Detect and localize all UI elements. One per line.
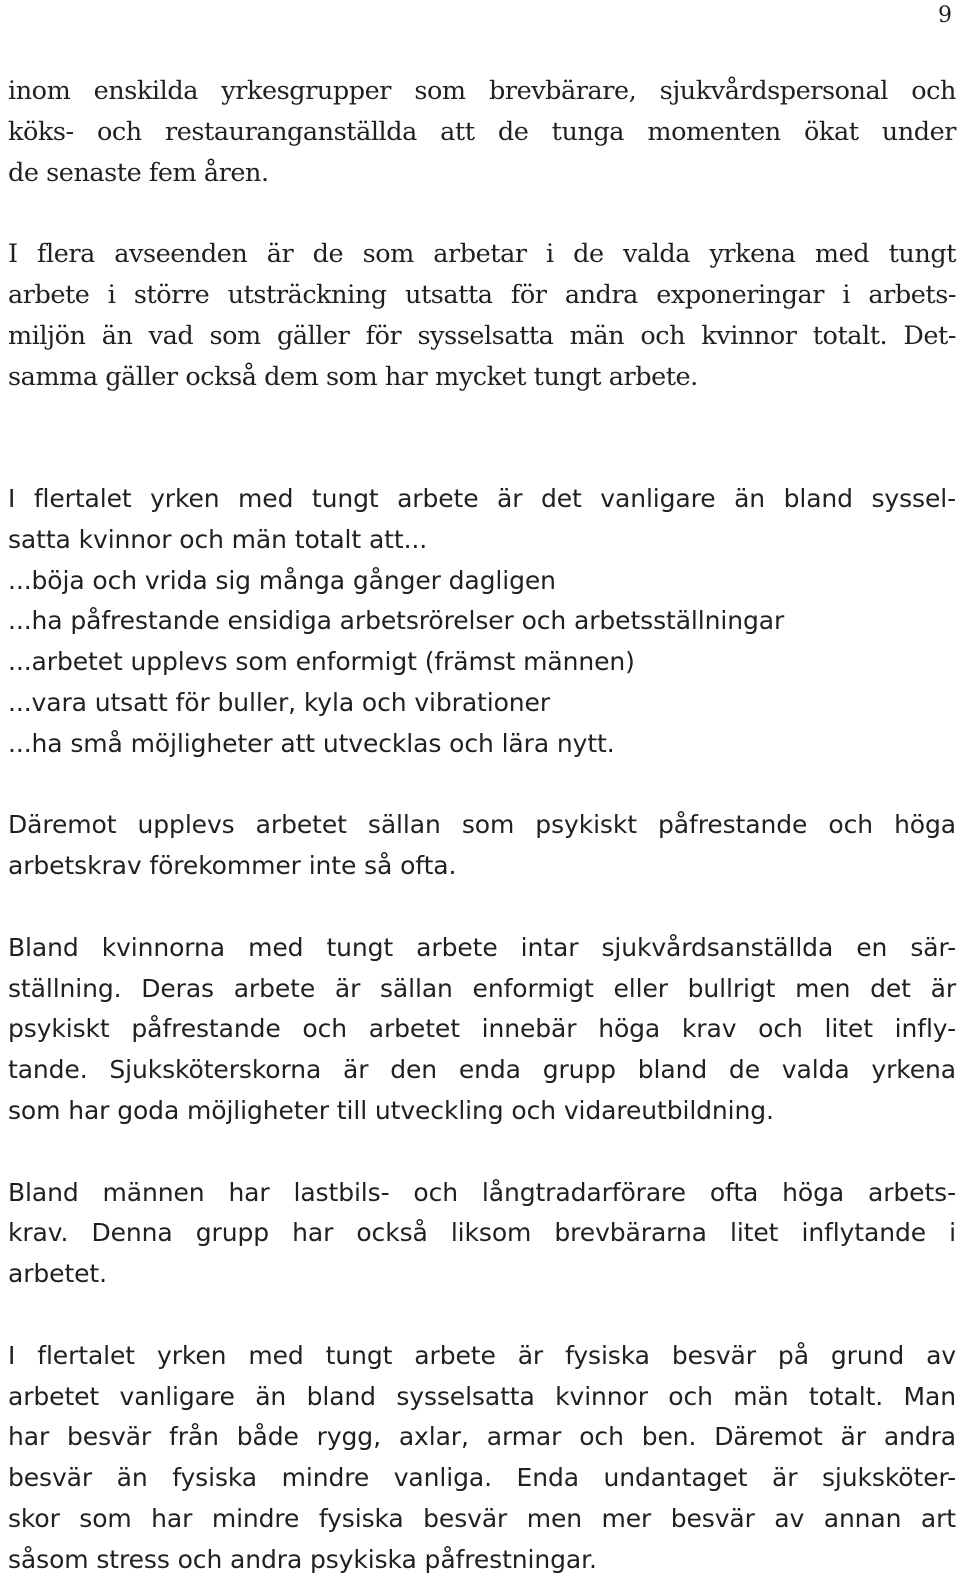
paragraph-men-drivers xyxy=(8,1173,956,1295)
text-line: I flertalet yrken med tungt arbete är fysiska besvär på grund av xyxy=(8,1340,956,1370)
list-item: ...böja och vrida sig många gånger dagligen xyxy=(8,565,556,595)
text-line: krav. Denna grupp har också liksom brevbärarna litet inflytande i xyxy=(8,1218,956,1248)
text-line: köks- och restauranganställda att de tunga momenten ökat under xyxy=(8,116,956,147)
text-line: ställning. Deras arbete är sällan enformigt eller bullrigt men det är xyxy=(8,973,956,1003)
heavy-work-list xyxy=(8,561,956,765)
list-item: ...vara utsatt för buller, kyla och vibrationer xyxy=(8,687,551,717)
text-line: skor som har mindre fysiska besvär men mer besvär av annan art xyxy=(8,1503,956,1533)
list-item: ...ha små möjligheter att utvecklas och lära nytt. xyxy=(8,728,615,758)
text-line: I flera avseenden är de som arbetar i de valda yrkena med tungt xyxy=(8,239,956,270)
list-item: ...ha påfrestande ensidiga arbetsrörelser och arbetsställningar xyxy=(8,606,785,636)
text-line: arbetet vanligare än bland sysselsatta kvinnor och män totalt. Man xyxy=(8,1381,956,1411)
text-line: psykiskt påfrestande och arbetet innebär höga krav och litet infly- xyxy=(8,1014,956,1044)
text-line: Däremot upplevs arbetet sällan som psykiskt påfrestande och höga xyxy=(8,810,956,840)
text-line: arbete i större utsträckning utsatta för andra exponeringar i arbets- xyxy=(8,279,956,310)
document-body xyxy=(8,71,956,1580)
text-line: samma gäller också dem som har mycket tungt arbete. xyxy=(8,361,698,392)
text-line: har besvär från både rygg, axlar, armar och ben. Däremot är andra xyxy=(8,1422,956,1452)
paragraph-physical-complaints xyxy=(8,1336,956,1580)
text-line: de senaste fem åren. xyxy=(8,157,269,188)
text-line: tande. Sjuksköterskorna är den enda grupp bland de valda yrkena xyxy=(8,1055,956,1085)
paragraph-women-healthcare xyxy=(8,928,956,1132)
text-line: I flertalet yrken med tungt arbete är det vanligare än bland syssel- xyxy=(8,483,956,513)
text-line: satta kvinnor och män totalt att... xyxy=(8,524,428,554)
text-line: såsom stress och andra psykiska påfrestningar. xyxy=(8,1544,597,1574)
list-item: ...arbetet upplevs som enformigt (främst männen) xyxy=(8,647,635,677)
text-line: som har goda möjligheter till utveckling och vidareutbildning. xyxy=(8,1095,774,1125)
text-line: arbetskrav förekommer inte så ofta. xyxy=(8,851,457,881)
text-line: besvär än fysiska mindre vanliga. Enda undantaget är sjuksköter- xyxy=(8,1463,956,1493)
text-line: arbetet. xyxy=(8,1259,107,1289)
text-line: inom enskilda yrkesgrupper som brevbärare, sjukvårdspersonal och xyxy=(8,76,956,106)
text-line: miljön än vad som gäller för sysselsatta män och kvinnor totalt. Det- xyxy=(8,320,956,351)
paragraph-heavy-work-trend xyxy=(8,71,956,193)
paragraph-other-exposures xyxy=(8,234,956,397)
paragraph-list-intro xyxy=(8,479,956,561)
page-number: 9 xyxy=(938,3,952,28)
text-line: Bland kvinnorna med tungt arbete intar sjukvårdsanställda en sär- xyxy=(8,932,956,962)
text-line: Bland männen har lastbils- och långtradarförare ofta höga arbets- xyxy=(8,1177,956,1207)
paragraph-psychological-load xyxy=(8,805,956,887)
